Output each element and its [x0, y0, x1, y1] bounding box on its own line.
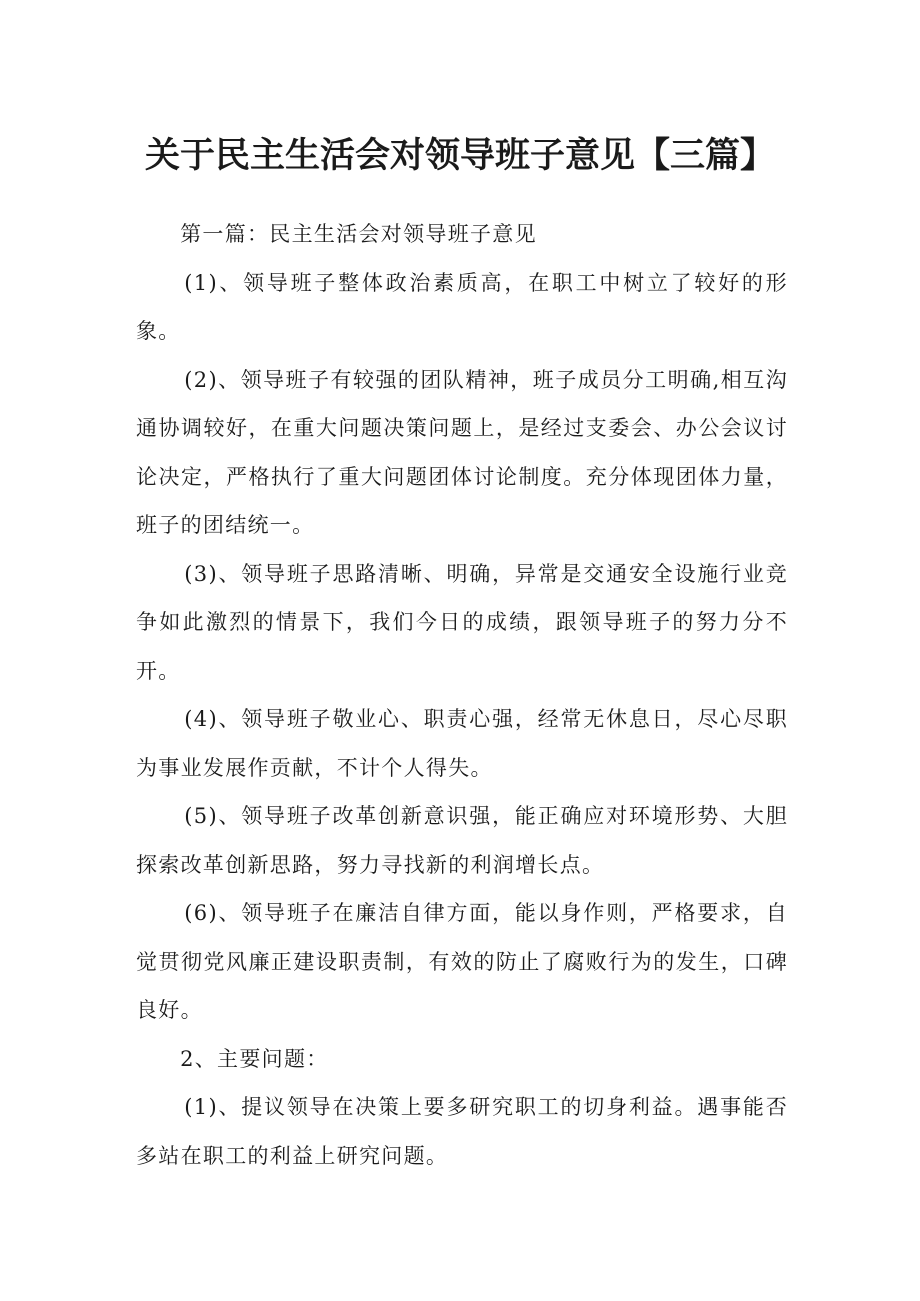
paragraph: (6)、领导班子在廉洁自律方面，能以身作则，严格要求，自觉贯彻党风廉正建设职责制，有效的防止了腐败行为的发生，口碑良好。 — [136, 901, 788, 1022]
paragraph: (2)、领导班子有较强的团队精神，班子成员分工明确,相互沟通协调较好，在重大问题决策问题上，是经过支委会、办公会议讨论决定，严格执行了重大问题团体讨论制度。充分体现团体力量，班子的团结统一。 — [136, 367, 788, 537]
paragraph: (1)、领导班子整体政治素质高，在职工中树立了较好的形象。 — [136, 270, 788, 343]
paragraph: (3)、领导班子思路清晰、明确，异常是交通安全设施行业竞争如此激烈的情景下，我们今日的成绩，跟领导班子的努力分不开。 — [136, 561, 788, 683]
document-body — [136, 210, 788, 1180]
paragraph: (5)、领导班子改革创新意识强，能正确应对环境形势、大胆探索改革创新思路，努力寻找新的利润增长点。 — [136, 804, 788, 877]
section-heading: 第一篇：民主生活会对领导班子意见 — [180, 222, 537, 246]
paragraph: (4)、领导班子敬业心、职责心强，经常无休息日，尽心尽职为事业发展作贡献，不计个人得失。 — [136, 707, 788, 780]
document-title: 关于民主生活会对领导班子意见【三篇】 — [144, 136, 775, 176]
section-heading: 2、主要问题： — [180, 1046, 329, 1071]
paragraph: (1)、提议领导在决策上要多研究职工的切身利益。遇事能否多站在职工的利益上研究问题。 — [136, 1095, 788, 1168]
